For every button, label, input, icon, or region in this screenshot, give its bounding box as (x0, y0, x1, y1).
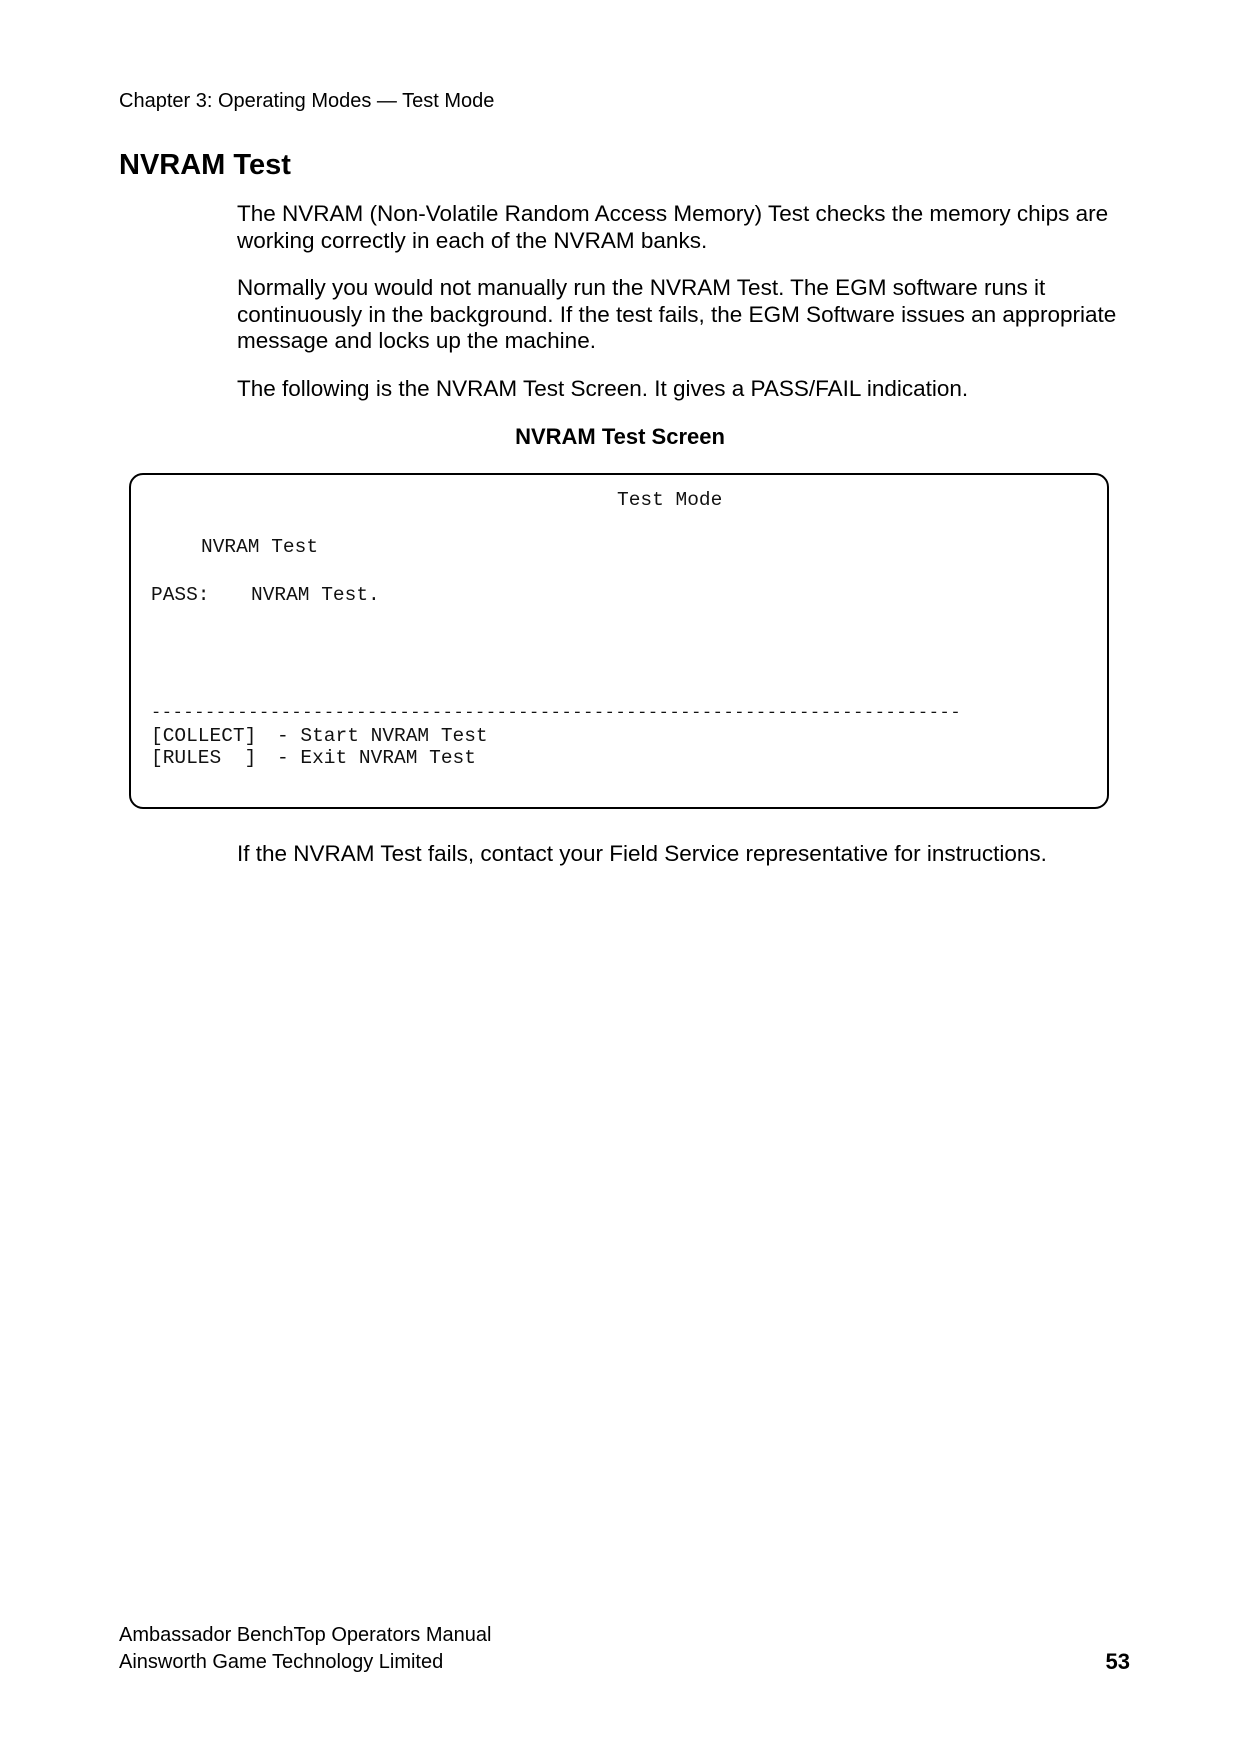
footer-manual-title: Ambassador BenchTop Operators Manual (119, 1624, 492, 1646)
page-number: 53 (1105, 1649, 1130, 1674)
screen-mode-title: Test Mode (617, 489, 723, 511)
figure-caption: NVRAM Test Screen (515, 424, 725, 449)
screen-intro-paragraph: The following is the NVRAM Test Screen. It gives a PASS/FAIL indication. (237, 376, 969, 401)
screen-divider: --------------------------------------------------------------------------- (151, 704, 962, 723)
screen-option-collect-action: - Start NVRAM Test (277, 725, 488, 747)
screen-test-name: NVRAM Test (201, 536, 319, 558)
intro-paragraph: The NVRAM (Non-Volatile Random Access Memory) Test checks the memory chips are working correctly in each of the NVRAM banks. (237, 201, 1109, 253)
chapter-header: Chapter 3: Operating Modes — Test Mode (119, 90, 495, 112)
screen-option-rules-action: - Exit NVRAM Test (277, 747, 476, 769)
screen-option-collect-key: [COLLECT] (151, 725, 257, 747)
test-screen-display (129, 473, 1109, 809)
failure-instruction-paragraph: If the NVRAM Test fails, contact your Field Service representative for instructions. (237, 841, 1047, 866)
screen-option-rules-key: [RULES ] (151, 747, 257, 769)
screen-status-text: NVRAM Test. (251, 584, 380, 606)
section-title: NVRAM Test (119, 149, 291, 181)
footer-company: Ainsworth Game Technology Limited (119, 1651, 444, 1673)
screen-status-label: PASS: (151, 584, 210, 606)
background-paragraph: Normally you would not manually run the NVRAM Test. The EGM software runs it continuously in the background. If the test fails, the EGM Software issues an appropriate message and locks up the machine. (237, 275, 1117, 353)
